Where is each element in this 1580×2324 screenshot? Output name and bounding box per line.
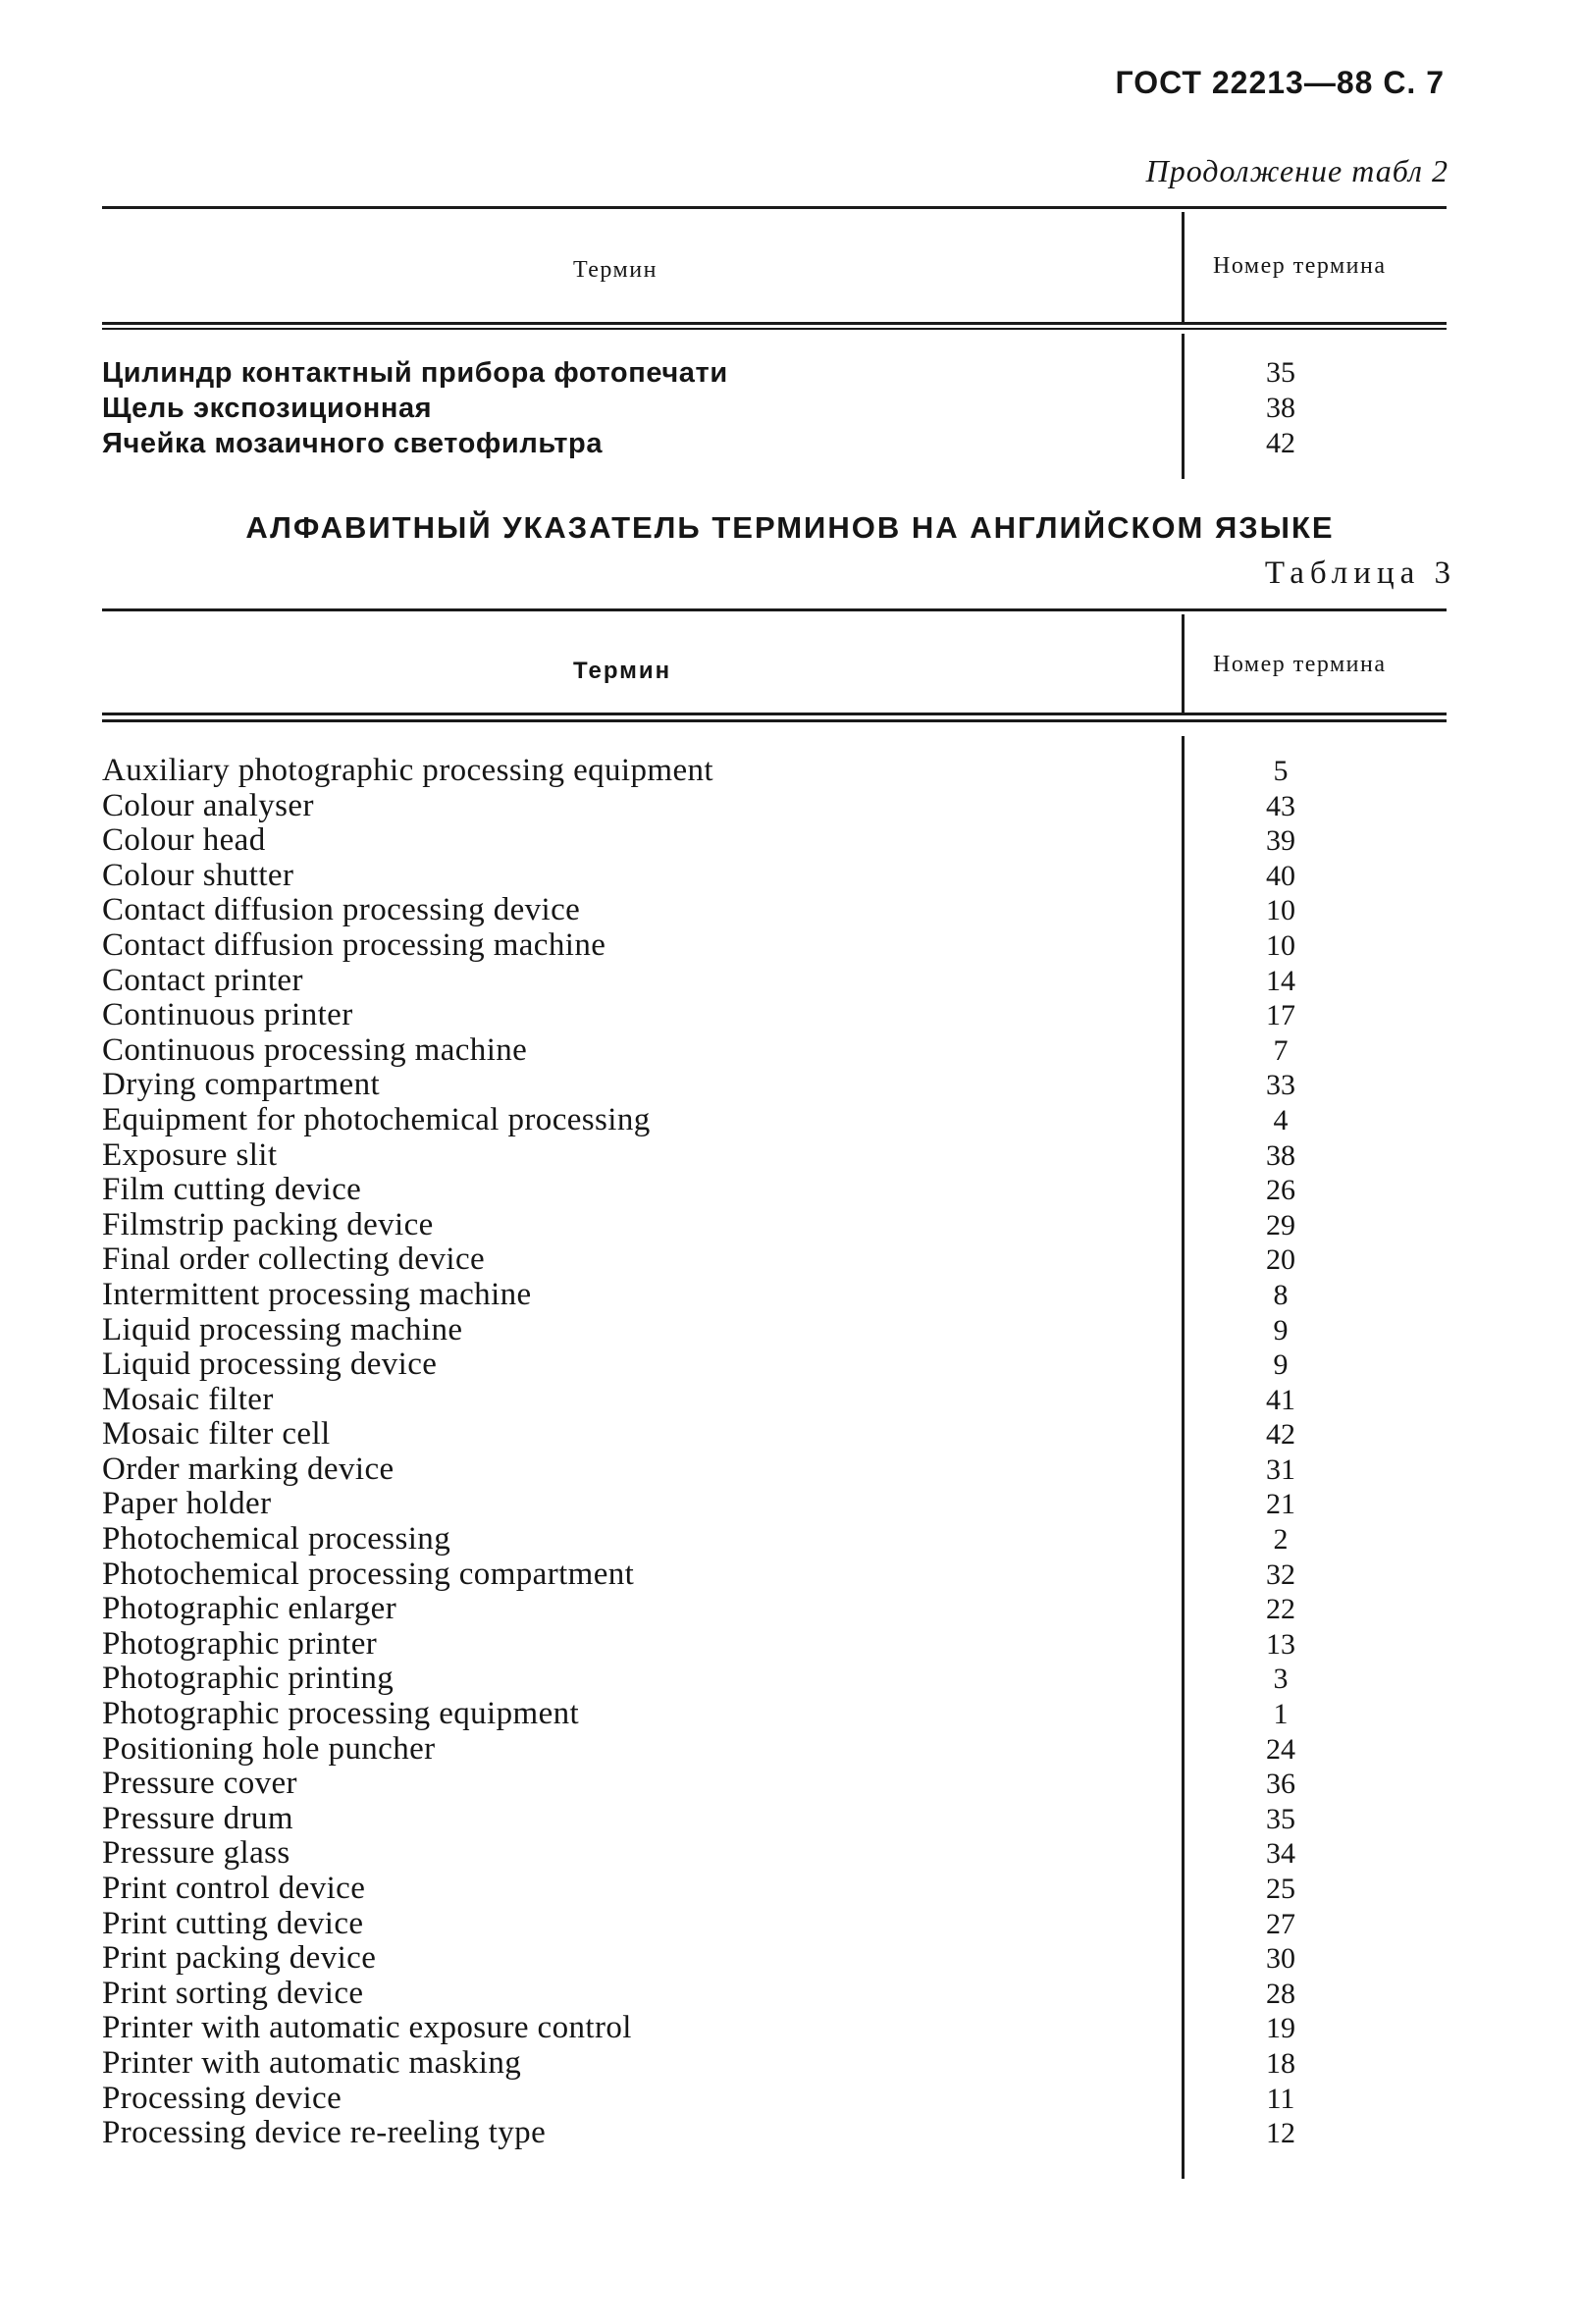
table-row — [102, 1592, 1447, 1627]
term-number-cell: 24 — [1266, 1732, 1295, 1766]
term-cell: Contact printer — [102, 962, 303, 998]
table-row — [102, 1383, 1447, 1418]
table-row — [102, 2046, 1447, 2082]
term-number-cell: 26 — [1266, 1174, 1295, 1207]
table-row — [102, 1872, 1447, 1907]
term-cell: Colour shutter — [102, 857, 294, 893]
term-number-cell: 5 — [1273, 755, 1289, 787]
table-row — [102, 2116, 1447, 2151]
table-row — [102, 1103, 1447, 1138]
column-header-number: Номер термина — [1213, 652, 1387, 677]
term-cell: Print sorting device — [102, 1975, 364, 2011]
term-cell: Photographic printer — [102, 1625, 378, 1662]
term-number-cell: 13 — [1266, 1627, 1295, 1661]
table-row — [102, 1242, 1447, 1278]
table-3-body — [102, 754, 1447, 2151]
header-bottom-rule — [102, 322, 1447, 325]
term-cell: Auxiliary photographic processing equipment — [102, 753, 713, 788]
term-cell: Film cutting device — [102, 1172, 362, 1208]
column-divider — [1182, 614, 1185, 713]
term-cell: Photographic processing equipment — [102, 1696, 580, 1732]
term-number-cell: 33 — [1266, 1069, 1295, 1102]
term-cell: Цилиндр контактный прибора фотопечати — [102, 357, 728, 389]
term-cell: Pressure glass — [102, 1835, 290, 1872]
table-row — [102, 1836, 1447, 1872]
term-number-cell: 3 — [1273, 1663, 1289, 1696]
term-number-cell: 10 — [1266, 894, 1295, 927]
table-row — [102, 355, 1447, 391]
table-top-rule — [102, 608, 1447, 611]
table-row — [102, 1941, 1447, 1977]
table-row — [102, 1313, 1447, 1348]
term-number-cell: 8 — [1273, 1278, 1289, 1311]
term-cell: Liquid processing device — [102, 1347, 438, 1383]
term-number-cell: 18 — [1266, 2046, 1295, 2080]
term-cell: Final order collecting device — [102, 1241, 486, 1278]
term-cell: Processing device re-reeling type — [102, 2115, 547, 2151]
term-number-cell: 4 — [1273, 1103, 1289, 1136]
term-number-cell: 9 — [1273, 1313, 1289, 1347]
term-cell: Drying compartment — [102, 1067, 381, 1103]
term-number-cell: 22 — [1266, 1593, 1295, 1626]
table-row — [102, 1697, 1447, 1732]
table-row — [102, 1208, 1447, 1243]
table-row — [102, 1347, 1447, 1383]
term-number-cell: 38 — [1266, 1138, 1295, 1172]
term-cell: Print cutting device — [102, 1905, 364, 1941]
section-title: АЛФАВИТНЫЙ УКАЗАТЕЛЬ ТЕРМИНОВ НА АНГЛИЙСКОМ ЯЗЫКЕ — [245, 510, 1335, 545]
table-row — [102, 1452, 1447, 1488]
table-row — [102, 426, 1447, 461]
term-number-cell: 41 — [1266, 1383, 1295, 1416]
table-row — [102, 1173, 1447, 1208]
term-number-cell: 9 — [1273, 1348, 1289, 1382]
header-bottom-rule-2 — [102, 719, 1447, 722]
term-number-cell: 27 — [1266, 1907, 1295, 1940]
term-number-cell: 11 — [1266, 2082, 1295, 2115]
table-row — [102, 998, 1447, 1033]
term-number-cell: 17 — [1266, 999, 1295, 1032]
term-cell: Printer with automatic exposure control — [102, 2010, 632, 2046]
term-number-cell: 7 — [1273, 1033, 1289, 1067]
term-cell: Photochemical processing — [102, 1521, 451, 1558]
term-cell: Contact diffusion processing device — [102, 892, 581, 928]
header-bottom-rule — [102, 713, 1447, 715]
term-number-cell: 34 — [1266, 1837, 1295, 1871]
term-cell: Intermittent processing machine — [102, 1276, 532, 1312]
table-row — [102, 1033, 1447, 1069]
term-number-cell: 28 — [1266, 1977, 1295, 2010]
term-cell: Pressure drum — [102, 1800, 293, 1836]
term-number-cell: 29 — [1266, 1208, 1295, 1241]
term-number-cell: 12 — [1266, 2117, 1295, 2150]
term-number-cell: 36 — [1266, 1768, 1295, 1801]
table-row — [102, 1732, 1447, 1768]
table-row — [102, 928, 1447, 964]
table-row — [102, 1558, 1447, 1593]
term-cell: Pressure cover — [102, 1766, 297, 1802]
table-row — [102, 789, 1447, 824]
header-bottom-rule-2 — [102, 328, 1447, 330]
term-number-cell: 35 — [1266, 356, 1295, 389]
term-number-cell: 42 — [1266, 1418, 1295, 1452]
term-number-cell: 32 — [1266, 1558, 1295, 1591]
column-header-number: Номер термина — [1213, 253, 1387, 279]
column-divider — [1182, 212, 1185, 322]
term-number-cell: 35 — [1266, 1802, 1295, 1835]
table-2 — [102, 206, 1447, 481]
term-cell: Colour analyser — [102, 787, 314, 823]
table-top-rule — [102, 206, 1447, 209]
table-row — [102, 1802, 1447, 1837]
term-cell: Positioning hole puncher — [102, 1730, 436, 1767]
term-cell: Mosaic filter cell — [102, 1416, 331, 1452]
column-header-term: Термин — [573, 257, 658, 283]
term-number-cell: 2 — [1273, 1523, 1289, 1557]
term-cell: Exposure slit — [102, 1136, 278, 1173]
term-number-cell: 14 — [1266, 964, 1295, 997]
table-row — [102, 1487, 1447, 1522]
table-row — [102, 893, 1447, 928]
table-row — [102, 1907, 1447, 1942]
table-row — [102, 823, 1447, 859]
term-number-cell: 31 — [1266, 1452, 1295, 1486]
table-row — [102, 391, 1447, 426]
term-number-cell: 40 — [1266, 859, 1295, 892]
table-row — [102, 1767, 1447, 1802]
table-row — [102, 1417, 1447, 1452]
term-cell: Photographic enlarger — [102, 1591, 397, 1627]
term-number-cell: 1 — [1273, 1698, 1289, 1731]
table-row — [102, 2082, 1447, 2117]
table-2-body — [102, 355, 1447, 461]
term-cell: Continuous processing machine — [102, 1031, 528, 1068]
table-row — [102, 859, 1447, 894]
table-row — [102, 1522, 1447, 1558]
table-row — [102, 754, 1447, 789]
term-cell: Mosaic filter — [102, 1381, 274, 1417]
term-number-cell: 43 — [1266, 789, 1295, 822]
term-cell: Equipment for photochemical processing — [102, 1101, 651, 1137]
table-row — [102, 1138, 1447, 1174]
page-header: ГОСТ 22213—88 С. 7 — [1115, 65, 1445, 100]
term-cell: Processing device — [102, 2080, 342, 2116]
term-cell: Printer with automatic masking — [102, 2044, 522, 2081]
term-cell: Colour head — [102, 822, 266, 859]
term-cell: Filmstrip packing device — [102, 1206, 434, 1242]
term-number-cell: 39 — [1266, 824, 1295, 858]
table-row — [102, 1627, 1447, 1663]
term-cell: Continuous printer — [102, 997, 353, 1033]
term-number-cell: 19 — [1266, 2012, 1295, 2045]
term-number-cell: 20 — [1266, 1243, 1295, 1277]
term-cell: Photographic printing — [102, 1661, 395, 1697]
term-cell: Щель экспозиционная — [102, 393, 433, 424]
table-row — [102, 2011, 1447, 2046]
table-row — [102, 1278, 1447, 1313]
table-row — [102, 1068, 1447, 1103]
term-cell: Ячейка мозаичного светофильтра — [102, 428, 604, 459]
term-number-cell: 42 — [1266, 427, 1295, 459]
term-cell: Contact diffusion processing machine — [102, 926, 606, 963]
term-number-cell: 10 — [1266, 928, 1295, 962]
table-row — [102, 1977, 1447, 2012]
table-3 — [102, 608, 1447, 2198]
term-number-cell: 21 — [1266, 1488, 1295, 1521]
term-number-cell: 25 — [1266, 1873, 1295, 1905]
term-cell: Print packing device — [102, 1940, 377, 1977]
term-cell: Liquid processing machine — [102, 1311, 463, 1347]
term-cell: Order marking device — [102, 1451, 395, 1487]
table-row — [102, 1662, 1447, 1697]
term-number-cell: 38 — [1266, 392, 1295, 424]
table-continuation-label: Продолжение табл 2 — [1145, 153, 1448, 188]
term-cell: Print control device — [102, 1871, 366, 1906]
table-label: Таблица 3 — [1264, 555, 1456, 591]
term-cell: Photochemical processing compartment — [102, 1556, 635, 1592]
table-row — [102, 964, 1447, 999]
term-number-cell: 30 — [1266, 1942, 1295, 1976]
column-header-term: Термин — [573, 658, 672, 684]
term-cell: Paper holder — [102, 1486, 272, 1522]
